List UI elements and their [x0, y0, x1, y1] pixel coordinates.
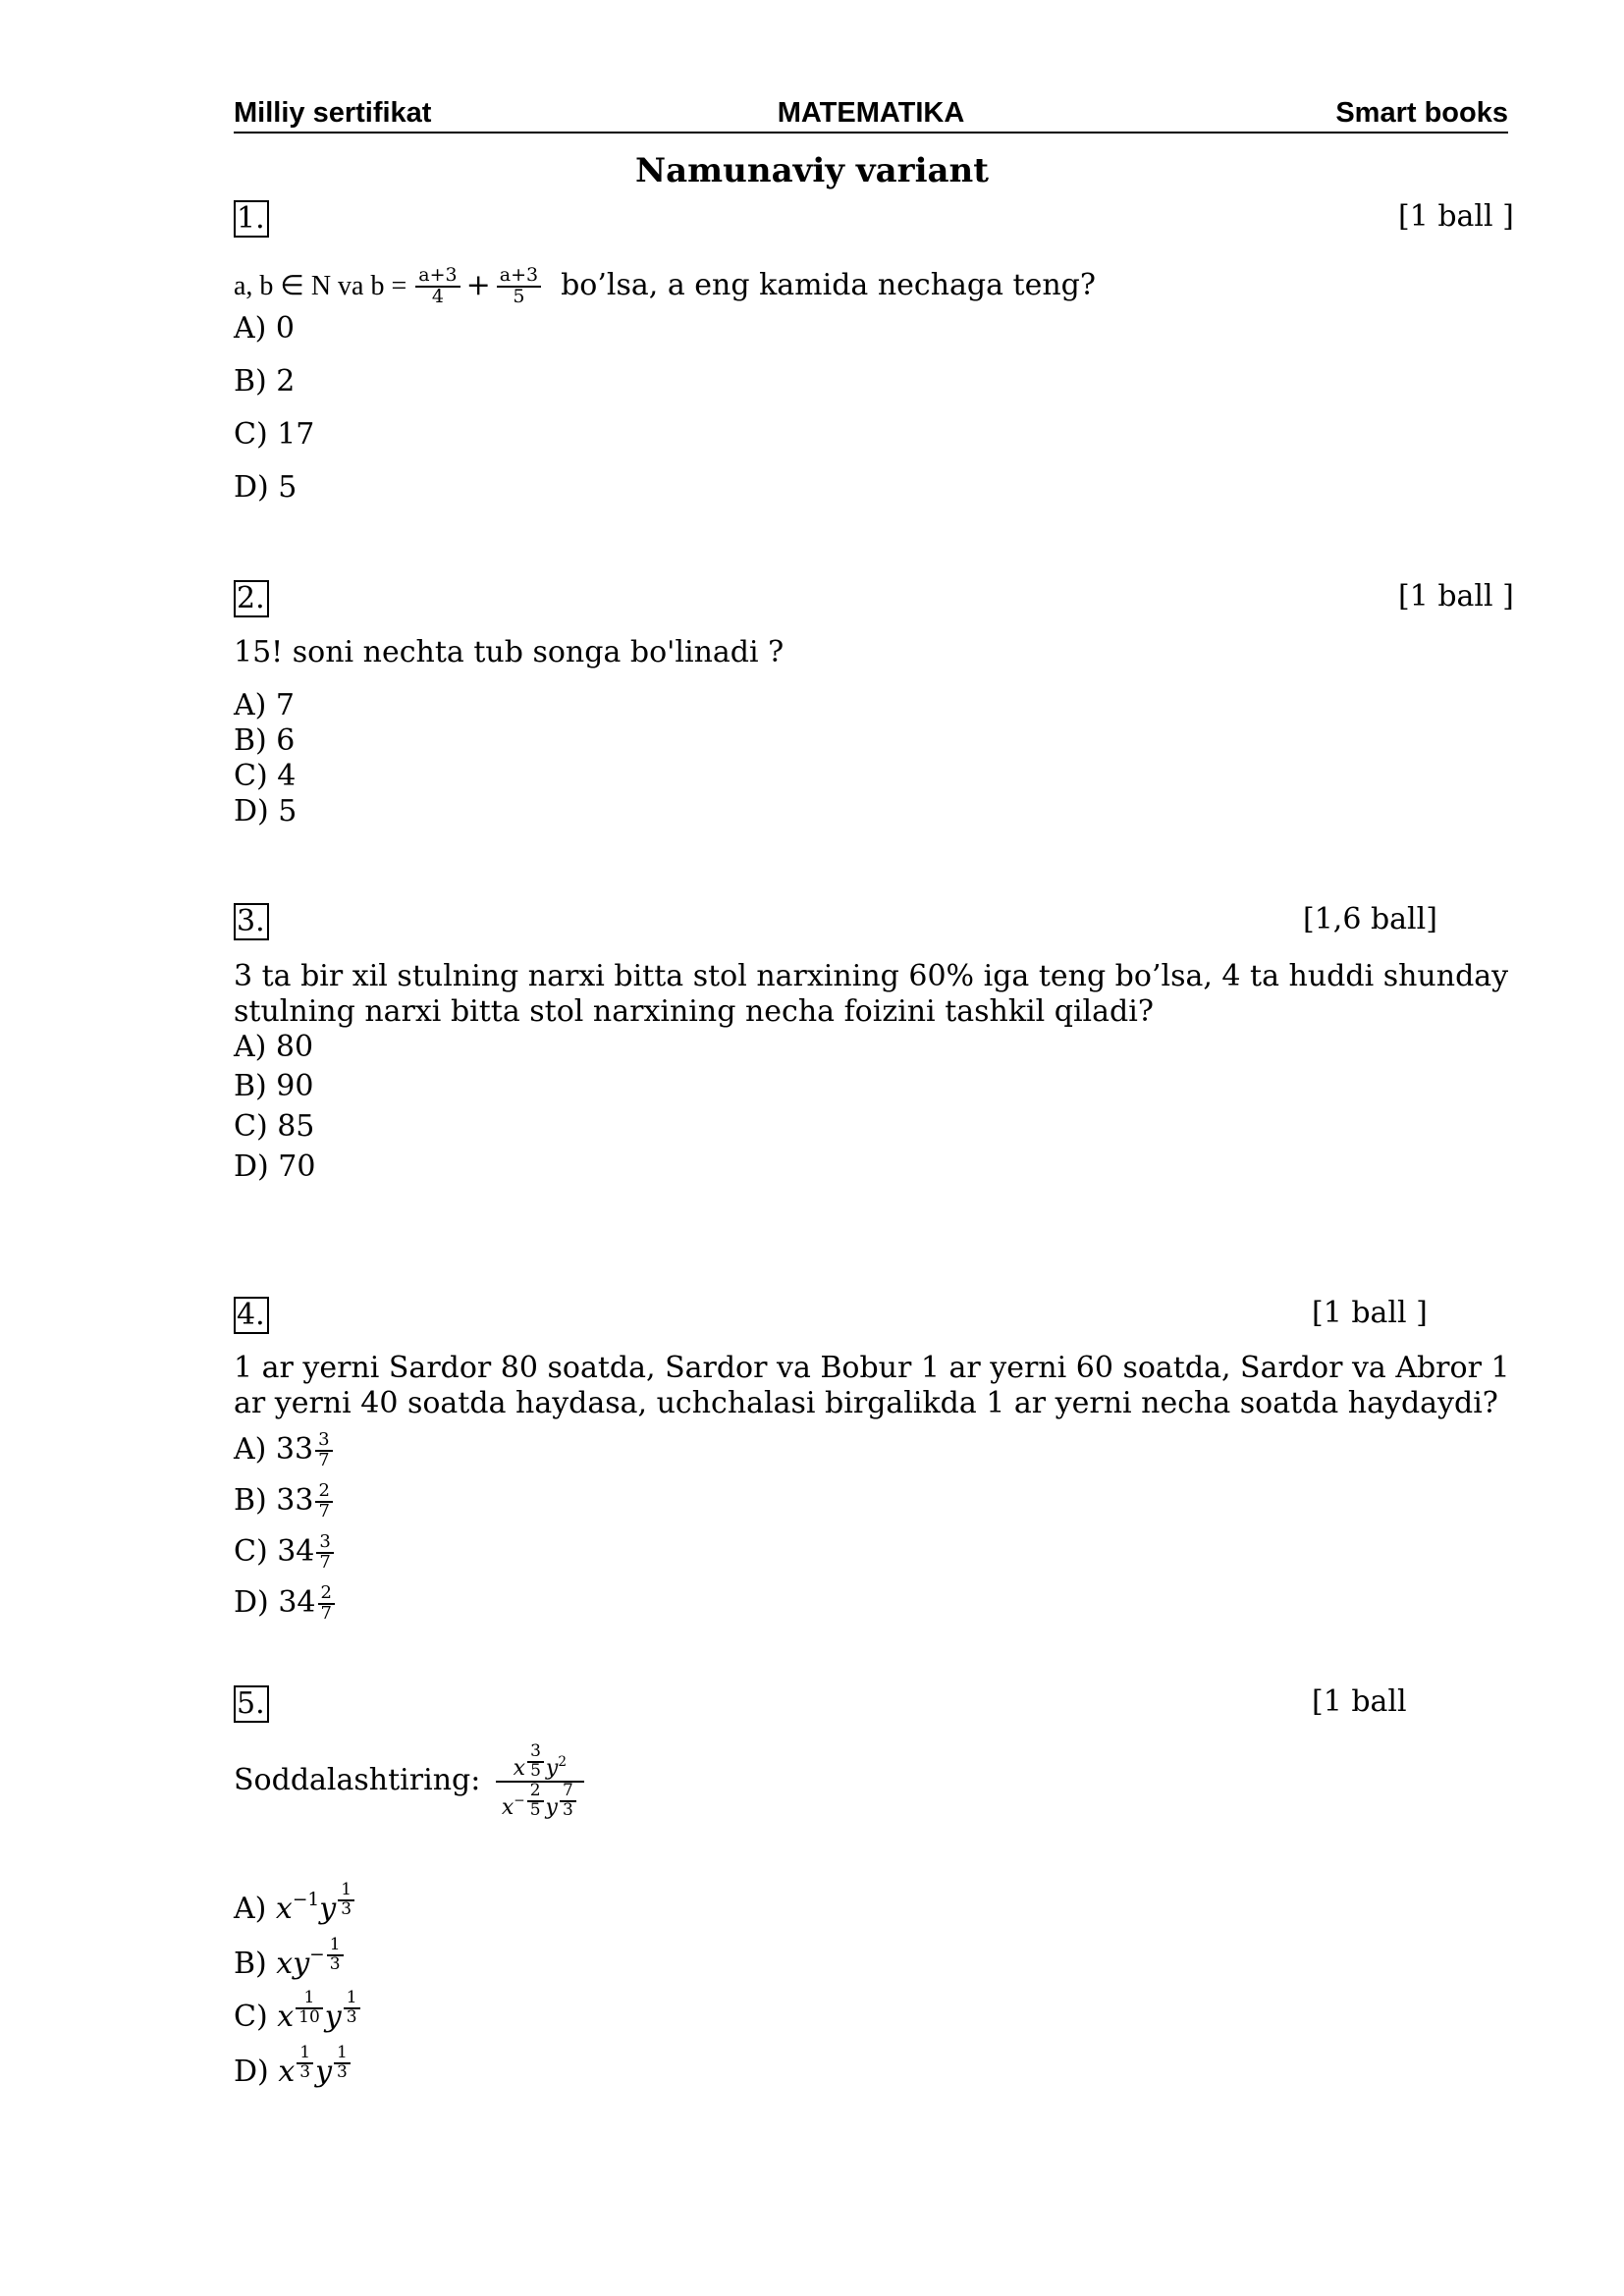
- q4d-whole: 34: [278, 1585, 316, 1620]
- q5a-exp-2: [336, 1873, 356, 1928]
- q5-option-d[interactable]: [234, 2036, 352, 2091]
- q4-option-a[interactable]: [234, 1425, 335, 1474]
- q2-option-c[interactable]: C) 4: [234, 759, 297, 793]
- q2-option-b[interactable]: B) 6: [234, 723, 296, 758]
- question-2-points: [1 ball ]: [1398, 579, 1514, 614]
- q5-expr-numerator: [496, 1743, 584, 1783]
- q5-num-x-exp: [525, 1743, 546, 1781]
- q1-plus: +: [465, 268, 491, 302]
- q5-num-x: x: [513, 1756, 526, 1782]
- q5a-base-1: x: [275, 1892, 293, 1927]
- q5b-label: B): [234, 1947, 267, 1982]
- q5-expression: [496, 1743, 584, 1819]
- q4d-num: 2: [318, 1584, 335, 1605]
- q5c-exp-2-den: 3: [346, 2007, 357, 2027]
- q5c-exp-1: [294, 1981, 325, 2036]
- q5-num-x-exp-den: 5: [530, 1761, 541, 1782]
- q3-option-a[interactable]: A) 80: [234, 1030, 314, 1064]
- header-right: Smart books: [1335, 97, 1508, 129]
- q2-option-d[interactable]: D) 5: [234, 794, 298, 828]
- question-2-text: 15! soni nechta tub songa bo'linadi ?: [234, 635, 785, 669]
- q4b-label: B): [234, 1483, 267, 1518]
- q5c-base-1: x: [277, 2000, 295, 2035]
- q5c-exp-1-num: 1: [296, 1990, 323, 2009]
- q5c-expression: [277, 1988, 361, 2035]
- q5-num-y: y: [545, 1756, 559, 1782]
- question-1-text: [234, 259, 1096, 312]
- q5a-exp-1: −1: [292, 1890, 320, 1910]
- q1-fraction-2: [497, 266, 541, 307]
- q4b-num: 2: [315, 1482, 332, 1503]
- q5b-base: xy: [276, 1947, 310, 1982]
- q5-den-y-exp-num: 7: [560, 1783, 576, 1802]
- q5d-exp-2-num: 1: [334, 2045, 351, 2064]
- q5-den-x-exp-num: 2: [527, 1783, 544, 1802]
- q1-frac1-num: a+3: [415, 266, 460, 288]
- q1-text-prefix: a, b ∈ N va b =: [234, 271, 414, 301]
- q4c-fraction: [316, 1533, 333, 1573]
- header-subject: MATEMATIKA: [777, 97, 965, 129]
- q5-den-x-exp-sign: −: [514, 1792, 525, 1809]
- q5d-exp-1: [295, 2036, 315, 2091]
- q5-den-x: x: [501, 1794, 514, 1820]
- q4b-den: 7: [318, 1501, 330, 1522]
- question-4-points: [1 ball ]: [1312, 1296, 1428, 1330]
- question-1-points: [1 ball ]: [1398, 199, 1514, 234]
- header-left: Milliy sertifikat: [234, 97, 432, 129]
- question-5-text: [234, 1735, 586, 1826]
- q5d-exp-2-den: 3: [337, 2062, 348, 2082]
- q4c-num: 3: [316, 1533, 333, 1554]
- q2-option-a[interactable]: A) 7: [234, 688, 295, 722]
- q3-option-c[interactable]: C) 85: [234, 1109, 315, 1144]
- q1-frac1-den: 4: [431, 286, 444, 307]
- q4a-fraction: [315, 1431, 332, 1470]
- q4c-den: 7: [319, 1552, 331, 1573]
- question-3-text-line-2: stulning narxi bitta stol narxining necha foizini tashkil qiladi?: [234, 994, 1154, 1029]
- q5d-base-1: x: [278, 2055, 296, 2090]
- question-5-number: 5.: [234, 1685, 269, 1723]
- q3-option-d[interactable]: D) 70: [234, 1149, 316, 1184]
- q5-den-y: y: [545, 1794, 558, 1820]
- q1-fraction-1: [415, 266, 460, 307]
- q5d-base-2: y: [315, 2055, 333, 2090]
- q5-num-y-exp: 2: [558, 1753, 568, 1770]
- q1-option-b[interactable]: B) 2: [234, 364, 296, 399]
- q5a-base-2: y: [319, 1892, 337, 1927]
- question-4-text-line-2: ar yerni 40 soatda haydasa, uchchalasi birgalikda 1 ar yerni necha soatda haydaydi?: [234, 1386, 1498, 1420]
- q5d-label: D): [234, 2055, 269, 2090]
- q5c-exp-1-den: 10: [298, 2007, 320, 2027]
- q5d-exp-1-den: 3: [299, 2062, 311, 2082]
- q5d-expression: [278, 2043, 352, 2090]
- q5-den-x-exp: [514, 1783, 545, 1820]
- q4b-fraction: [315, 1482, 332, 1522]
- question-4-text-line-1: 1 ar yerni Sardor 80 soatda, Sardor va Bobur 1 ar yerni 60 soatda, Sardor va Abror 1: [234, 1351, 1510, 1385]
- page-header: [234, 94, 1508, 133]
- q5b-expression: [276, 1935, 345, 1982]
- question-3-number: 3.: [234, 903, 269, 940]
- q1-frac2-num: a+3: [497, 266, 541, 288]
- q5-prompt: Soddalashtiring:: [234, 1763, 481, 1797]
- q4d-den: 7: [320, 1603, 332, 1624]
- q4c-label: C): [234, 1534, 268, 1569]
- question-1-number: 1.: [234, 200, 269, 238]
- q4-option-d[interactable]: [234, 1578, 337, 1628]
- q5c-label: C): [234, 2000, 268, 2035]
- q4a-label: A): [234, 1432, 267, 1467]
- q4-option-c[interactable]: [234, 1527, 336, 1576]
- question-5-points: [1 ball: [1312, 1684, 1407, 1719]
- q5c-exp-2: [342, 1981, 362, 2036]
- page-title: Namunaviy variant: [635, 151, 989, 190]
- q5-option-a[interactable]: [234, 1873, 356, 1928]
- q5-option-c[interactable]: [234, 1981, 362, 2036]
- q4a-whole: 33: [275, 1432, 314, 1467]
- q5a-label: A): [234, 1892, 267, 1927]
- q1-text-suffix: bo’lsa, a eng kamida nechaga teng?: [561, 268, 1096, 302]
- q4d-fraction: [318, 1584, 335, 1624]
- q5-expr-denominator: [496, 1783, 584, 1820]
- q4b-whole: 33: [276, 1483, 314, 1518]
- q5-den-y-exp: [558, 1783, 578, 1820]
- q5-option-b[interactable]: [234, 1928, 346, 1983]
- q1-option-a[interactable]: A) 0: [234, 311, 295, 346]
- q4c-whole: 34: [277, 1534, 315, 1569]
- q4a-den: 7: [318, 1450, 330, 1470]
- q5c-exp-2-num: 1: [344, 1990, 360, 2009]
- q4-option-b[interactable]: [234, 1476, 335, 1525]
- q5a-expression: [275, 1880, 356, 1927]
- q5b-exp-den: 3: [329, 1954, 341, 1974]
- q5-den-x-exp-den: 5: [529, 1799, 541, 1820]
- question-2-number: 2.: [234, 580, 269, 617]
- q5c-base-2: y: [324, 2000, 342, 2035]
- q4d-label: D): [234, 1585, 269, 1620]
- q5a-exp-2-den: 3: [341, 1899, 352, 1919]
- q5-num-x-exp-num: 3: [527, 1743, 544, 1763]
- q1-frac2-den: 5: [513, 286, 525, 307]
- q5b-exp-sign: −: [309, 1945, 325, 1965]
- q5b-exp-num: 1: [327, 1937, 344, 1956]
- question-3-text-line-1: 3 ta bir xil stulning narxi bitta stol narxining 60% iga teng bo’lsa, 4 ta huddi shunday: [234, 959, 1509, 993]
- q1-option-d[interactable]: D) 5: [234, 470, 298, 505]
- question-4-number: 4.: [234, 1297, 269, 1334]
- q5-den-y-exp-den: 3: [562, 1799, 573, 1820]
- q1-option-c[interactable]: C) 17: [234, 417, 315, 452]
- question-3-points: [1,6 ball]: [1303, 902, 1437, 936]
- q5d-exp-2: [332, 2036, 352, 2091]
- q5a-exp-2-num: 1: [338, 1882, 354, 1901]
- q5b-exp: [309, 1928, 345, 1983]
- q4a-num: 3: [315, 1431, 332, 1452]
- q3-option-b[interactable]: B) 90: [234, 1069, 314, 1103]
- q5d-exp-1-num: 1: [297, 2045, 313, 2064]
